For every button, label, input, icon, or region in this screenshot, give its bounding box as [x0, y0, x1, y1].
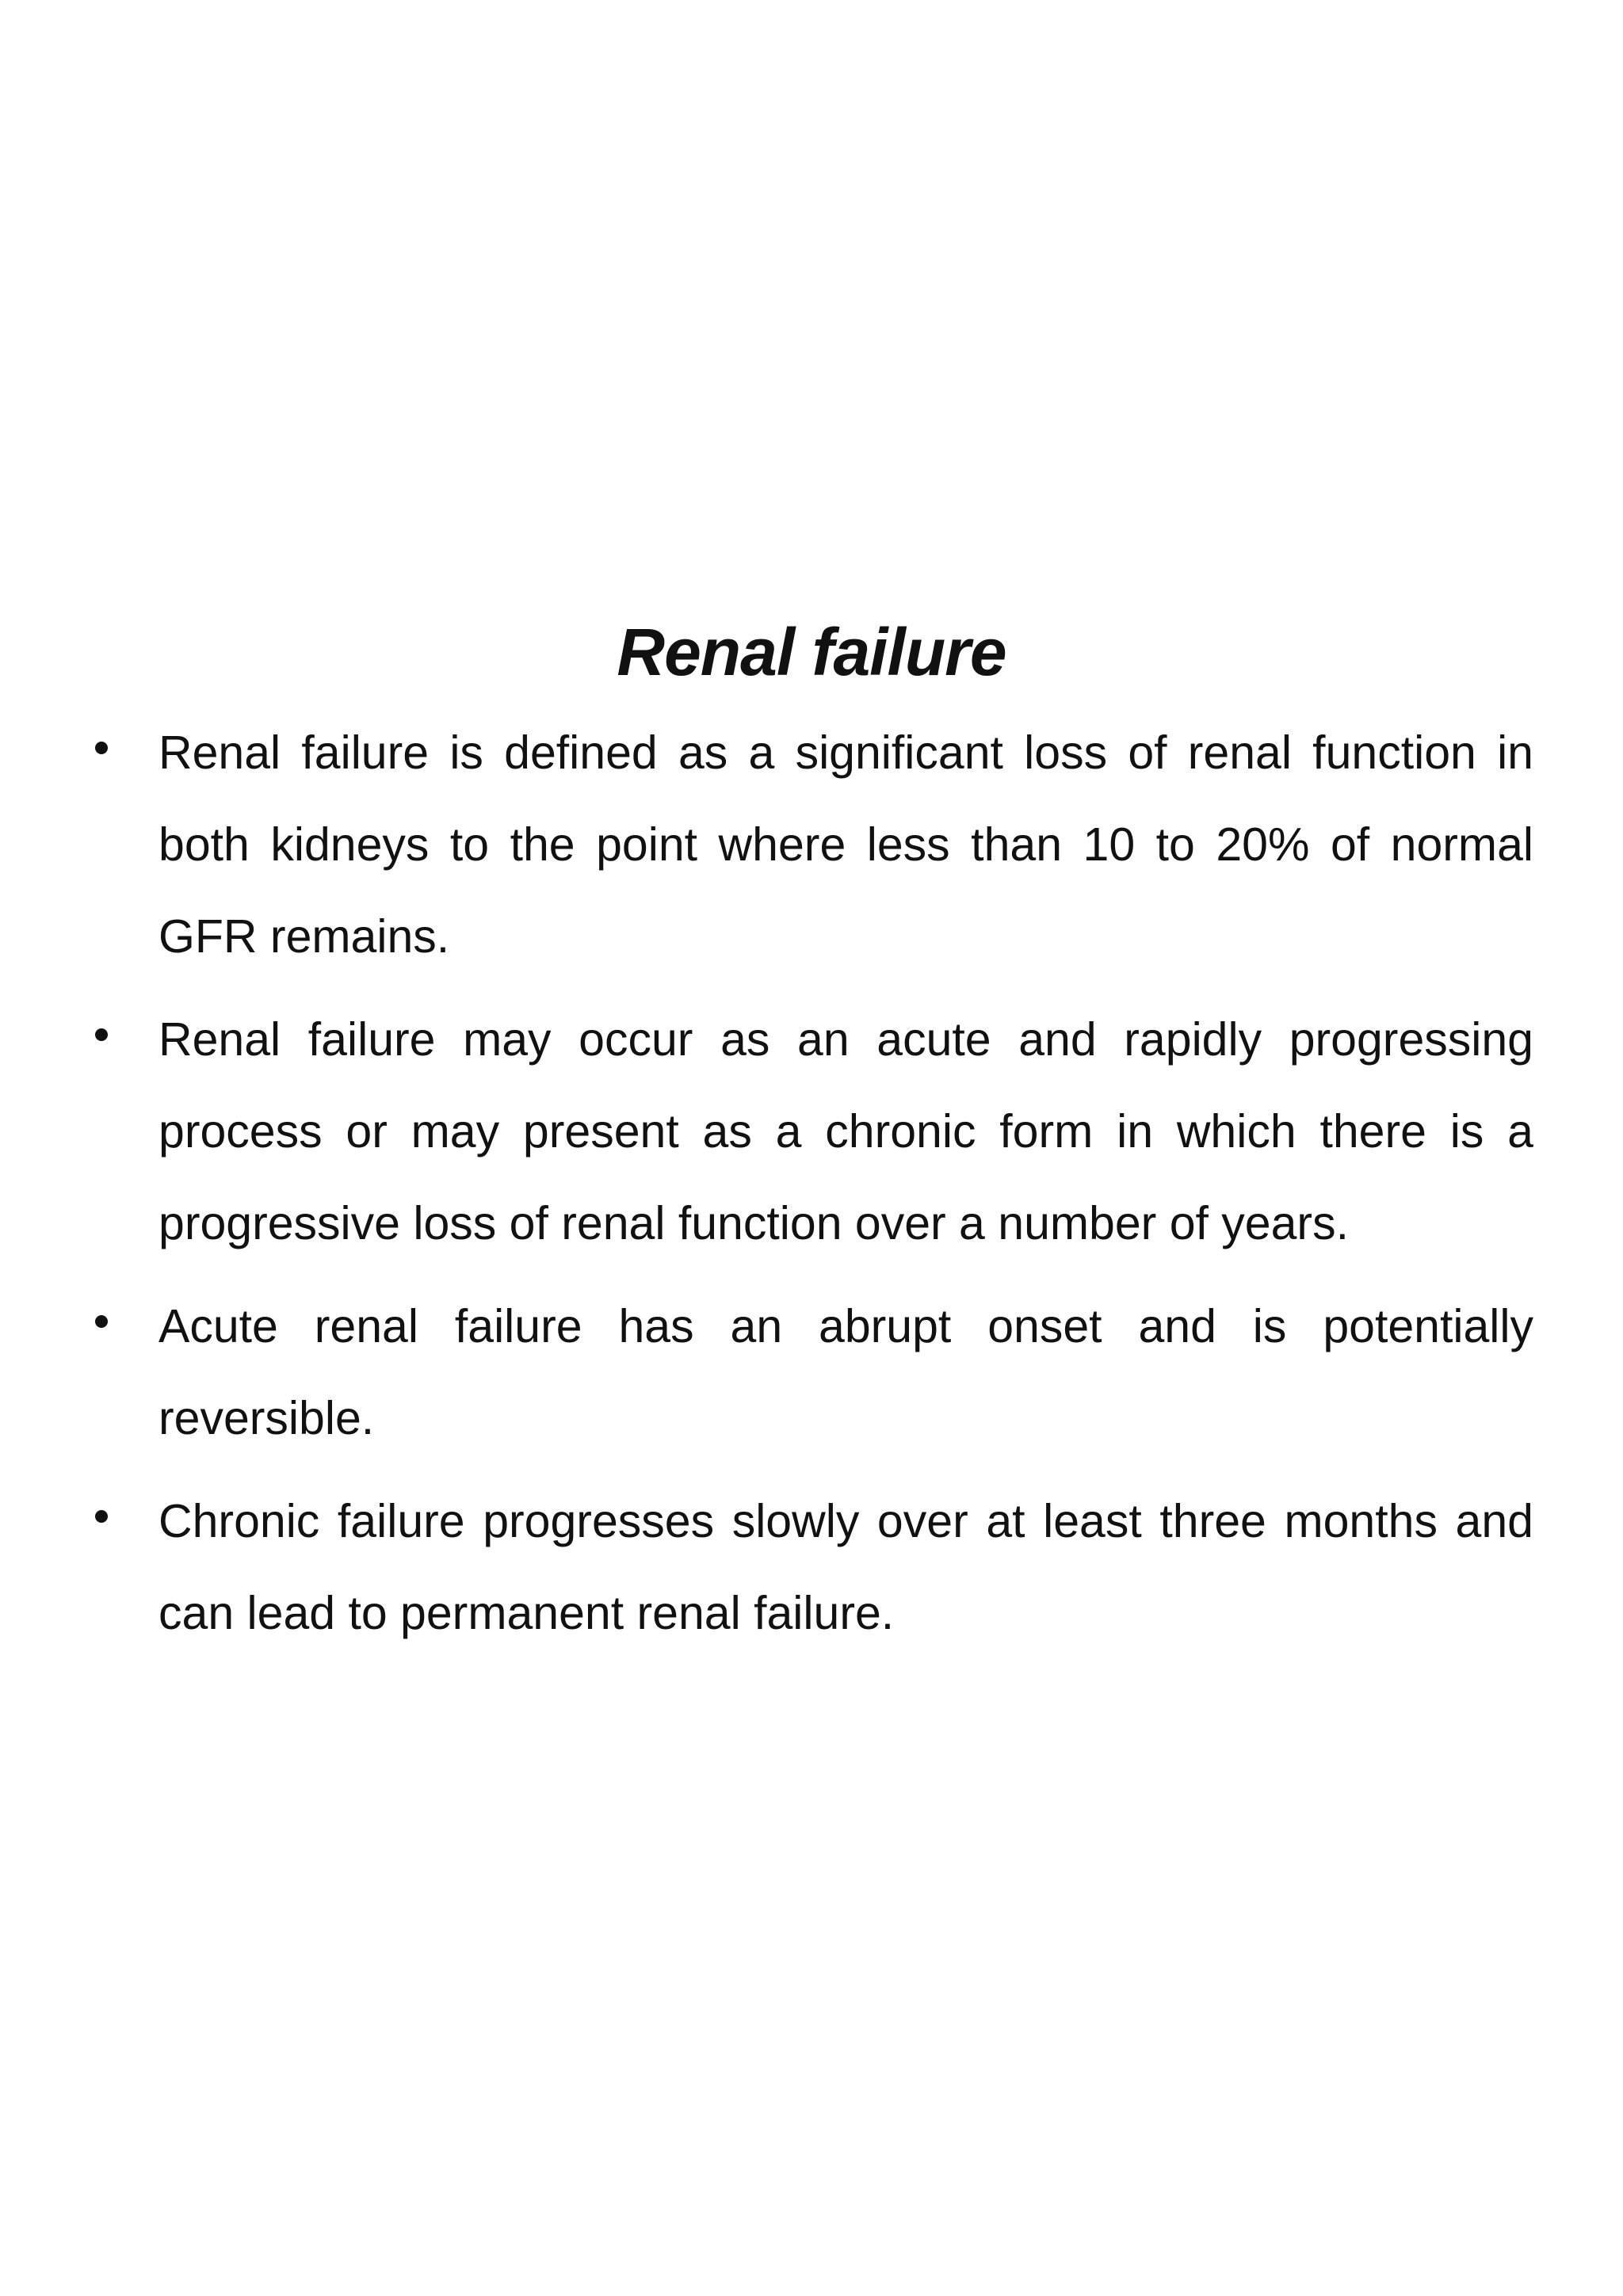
bullet-item — [158, 1475, 1533, 1659]
bullet-text: Acute renal failure has an abrupt onset and is potentially reversible. — [158, 1300, 1533, 1444]
bullet-list — [158, 707, 1533, 1670]
page-title: Renal failure — [617, 615, 1006, 689]
bullet-item — [158, 994, 1533, 1269]
bullet-dot-icon — [95, 1510, 108, 1523]
bullet-text: Renal failure may occur as an acute and rapidly progressing process or may present as a chronic form in which there is a progressive loss of renal function over a number of years. — [158, 1013, 1533, 1249]
bullet-item — [158, 1280, 1533, 1464]
bullet-item — [158, 707, 1533, 982]
bullet-dot-icon — [95, 742, 108, 754]
bullet-text: Renal failure is defined as a significant loss of renal function in both kidneys to the point where less than 10 to 20% of normal GFR remains. — [158, 727, 1533, 963]
bullet-dot-icon — [95, 1028, 108, 1041]
bullet-text: Chronic failure progresses slowly over at least three months and can lead to permanent renal failure. — [158, 1495, 1533, 1639]
bullet-dot-icon — [95, 1315, 108, 1328]
